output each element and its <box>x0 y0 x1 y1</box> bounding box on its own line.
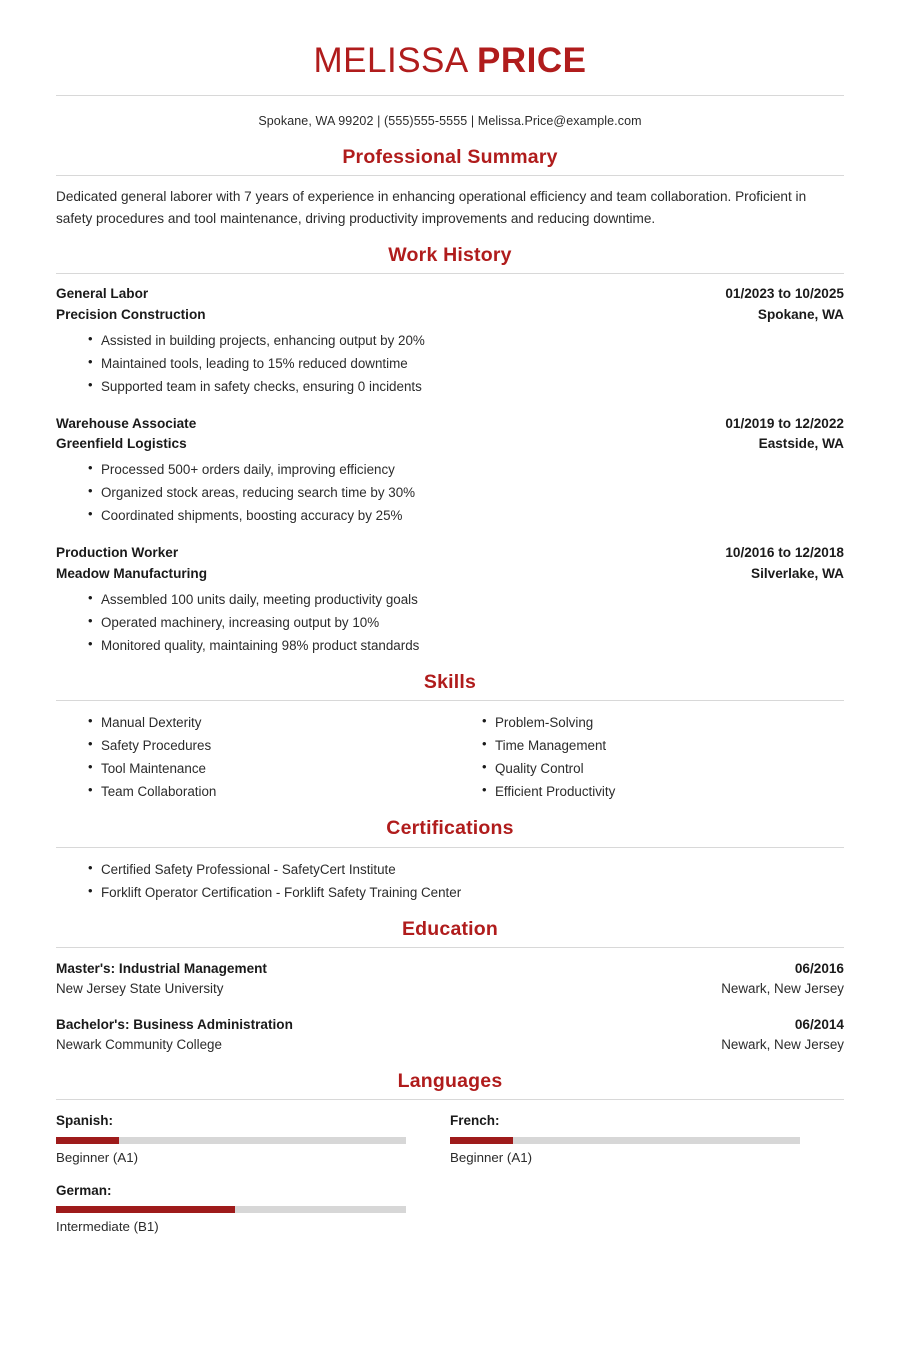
section-title-certifications: Certifications <box>386 817 514 840</box>
language-proficiency-bar <box>450 1137 800 1144</box>
skill-item: • Quality Control <box>450 757 844 780</box>
skills-body <box>56 701 844 803</box>
job-subheader-row <box>56 564 844 585</box>
job-bullet: • Assisted in building projects, enhancing output by 20% <box>56 329 844 352</box>
job-bullet: • Monitored quality, maintaining 98% product standards <box>56 634 844 657</box>
job-bullet: • Coordinated shipments, boosting accuracy by 25% <box>56 504 844 527</box>
certification-item: • Certified Safety Professional - SafetyCert Institute <box>56 858 844 881</box>
candidate-name <box>56 42 844 81</box>
education-date: 06/2016 <box>794 961 844 977</box>
resume-header <box>56 0 844 95</box>
job-bullet: • Maintained tools, leading to 15% reduced downtime <box>56 352 844 375</box>
section-skills <box>56 671 844 804</box>
summary-text: Dedicated general laborer with 7 years of experience in enhancing operational efficiency and team collaboration. Proficient in safety procedures and tool maintenance, driving productivity improvements and reducing downtime. <box>56 188 807 226</box>
education-school: New Jersey State University <box>56 981 224 997</box>
job-bullet-list <box>56 458 844 527</box>
job-bullet: • Operated machinery, increasing output by 10% <box>56 611 844 634</box>
job-bullet: • Organized stock areas, reducing search time by 30% <box>56 481 844 504</box>
job-subheader-row <box>56 434 844 455</box>
skill-item: • Time Management <box>450 734 844 757</box>
job-company: Precision Construction <box>56 306 206 322</box>
education-entry <box>56 1014 844 1056</box>
skills-list-left <box>56 711 450 803</box>
education-entry <box>56 958 844 1000</box>
job-location: Eastside, WA <box>758 436 844 452</box>
skills-column-right <box>450 711 844 803</box>
education-degree: Bachelor's: Business Administration <box>56 1016 293 1032</box>
language-name: French: <box>450 1113 500 1129</box>
language-name: German: <box>56 1182 112 1198</box>
contact-info: Spokane, WA 99202 | (555)555-5555 | Melissa.Price@example.com <box>258 113 642 128</box>
education-location: Newark, New Jersey <box>721 981 844 997</box>
job-bullet-list <box>56 588 844 657</box>
work-history-body <box>56 274 844 656</box>
job-entry <box>56 414 844 527</box>
job-company: Meadow Manufacturing <box>56 565 208 581</box>
job-dates: 01/2023 to 10/2025 <box>725 286 844 302</box>
language-name: Spanish: <box>56 1113 114 1129</box>
section-title-summary: Professional Summary <box>342 145 558 168</box>
language-entry <box>450 1110 844 1168</box>
section-title-skills: Skills <box>423 670 477 693</box>
language-level: Beginner (A1) <box>450 1149 533 1165</box>
skills-column-left <box>56 711 450 803</box>
language-entry <box>56 1180 450 1238</box>
skills-list-right <box>450 711 844 803</box>
skill-item: • Efficient Productivity <box>450 780 844 803</box>
skill-item: • Team Collaboration <box>56 780 450 803</box>
certification-item: • Forklift Operator Certification - Forklift Safety Training Center <box>56 881 844 904</box>
job-entry <box>56 284 844 397</box>
skill-item: • Manual Dexterity <box>56 711 450 734</box>
language-proficiency-fill <box>56 1206 235 1213</box>
section-languages <box>56 1070 844 1249</box>
education-body <box>56 948 844 1056</box>
education-header-row <box>56 1014 844 1035</box>
job-company: Greenfield Logistics <box>56 436 187 452</box>
language-proficiency-bar <box>56 1206 406 1213</box>
language-proficiency-bar <box>56 1137 406 1144</box>
job-header-row <box>56 543 844 564</box>
job-dates: 01/2019 to 12/2022 <box>725 415 844 431</box>
last-name: PRICE <box>477 41 587 80</box>
education-date: 06/2014 <box>794 1016 844 1032</box>
language-entry <box>56 1110 450 1168</box>
section-title-languages: Languages <box>397 1069 503 1092</box>
job-header-row <box>56 284 844 305</box>
job-title: Warehouse Associate <box>56 415 197 431</box>
job-title: Production Worker <box>56 545 179 561</box>
job-location: Spokane, WA <box>757 306 844 322</box>
education-subheader-row <box>56 979 844 1000</box>
skill-item: • Tool Maintenance <box>56 757 450 780</box>
section-title-education: Education <box>401 917 499 940</box>
job-location: Silverlake, WA <box>751 565 844 581</box>
certifications-list <box>56 858 844 904</box>
education-subheader-row <box>56 1035 844 1056</box>
education-degree: Master's: Industrial Management <box>56 961 267 977</box>
summary-body <box>56 176 844 230</box>
language-level: Beginner (A1) <box>56 1149 139 1165</box>
job-entry <box>56 543 844 656</box>
job-bullet: • Processed 500+ orders daily, improving efficiency <box>56 458 844 481</box>
education-school: Newark Community College <box>56 1037 222 1053</box>
language-proficiency-fill <box>450 1137 513 1144</box>
job-header-row <box>56 414 844 435</box>
job-subheader-row <box>56 305 844 326</box>
section-work-history <box>56 244 844 657</box>
section-certifications <box>56 817 844 903</box>
languages-body <box>56 1100 844 1249</box>
section-title-work-history: Work History <box>388 243 512 266</box>
language-level: Intermediate (B1) <box>56 1219 159 1235</box>
job-bullet: • Assembled 100 units daily, meeting productivity goals <box>56 588 844 611</box>
skill-item: • Problem-Solving <box>450 711 844 734</box>
language-proficiency-fill <box>56 1137 119 1144</box>
skill-item: • Safety Procedures <box>56 734 450 757</box>
job-dates: 10/2016 to 12/2018 <box>725 545 844 561</box>
first-name: MELISSA <box>313 41 467 80</box>
education-header-row <box>56 958 844 979</box>
job-bullet-list <box>56 329 844 398</box>
section-education <box>56 918 844 1056</box>
certifications-body <box>56 848 844 904</box>
job-bullet: • Supported team in safety checks, ensuring 0 incidents <box>56 375 844 398</box>
section-professional-summary <box>56 146 844 230</box>
education-location: Newark, New Jersey <box>721 1037 844 1053</box>
job-title: General Labor <box>56 286 149 302</box>
